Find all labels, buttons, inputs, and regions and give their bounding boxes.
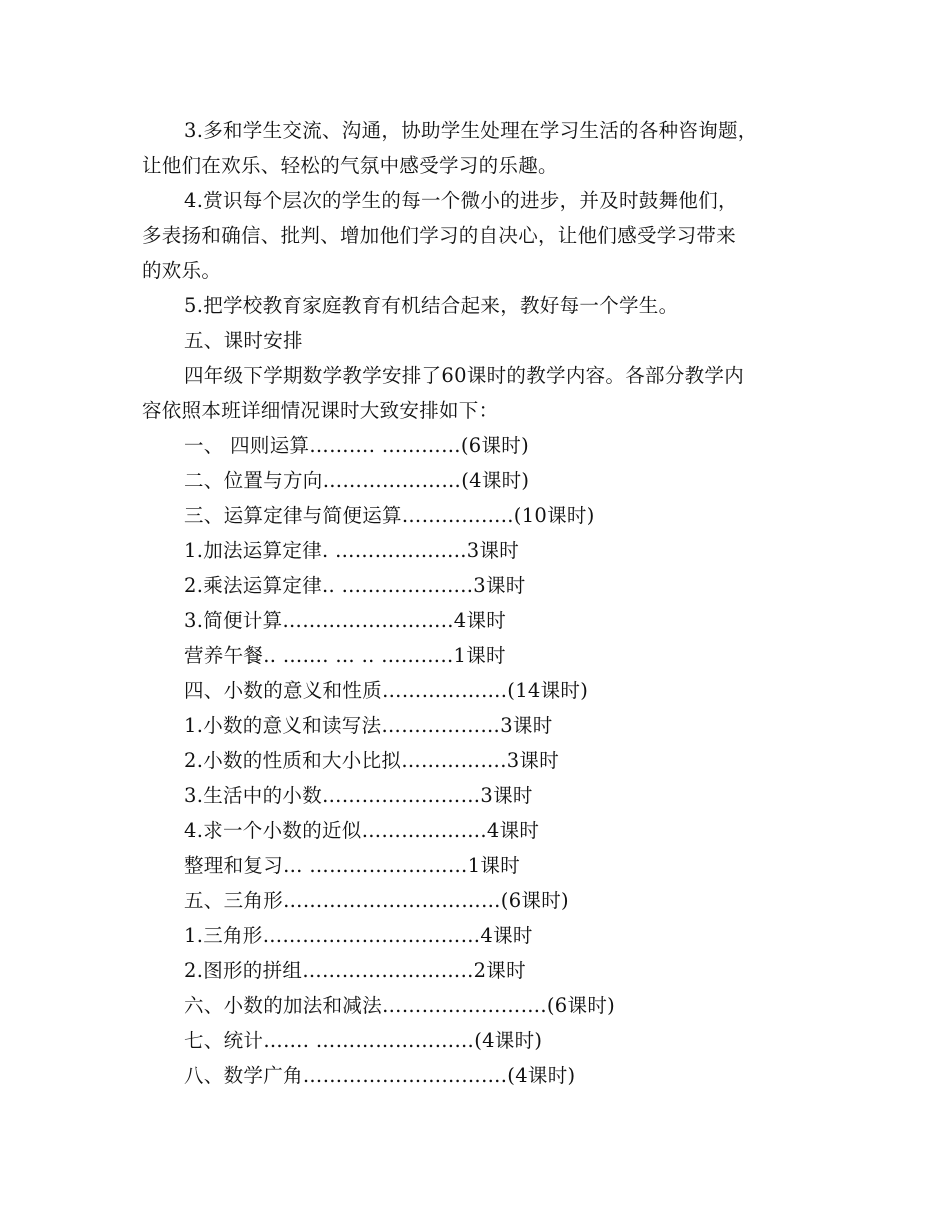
text-line: 2.小数的性质和大小比拟…………….3课时 bbox=[184, 749, 560, 772]
text-line: 一、 四则运算………. …………(6课时) bbox=[184, 434, 530, 457]
text-line: 八、数学广角………………………….(4课时) bbox=[184, 1064, 576, 1087]
text-line: 4.赏识每个层次的学生的每一个微小的进步，并及时鼓舞他们， bbox=[184, 189, 738, 212]
text-line: 2.乘法运算定律.. ………………..3课时 bbox=[184, 574, 526, 597]
text-line: 的欢乐。 bbox=[142, 259, 222, 282]
text-line: 五、三角形……………………………(6课时) bbox=[184, 889, 569, 912]
text-line: 1.三角形……………………………4课时 bbox=[184, 924, 533, 947]
text-line: 5.把学校教育家庭教育有机结合起来，教好每一个学生。 bbox=[184, 294, 679, 317]
text-line: 二、位置与方向…………………(4课时) bbox=[184, 469, 530, 492]
text-line: 4.求一个小数的近似……………….4课时 bbox=[184, 819, 540, 842]
text-line: 三、运算定律与简便运算……………..(10课时) bbox=[184, 504, 595, 527]
text-line: 整理和复习… ……………………1课时 bbox=[184, 854, 521, 877]
document-body bbox=[142, 113, 832, 1093]
text-line: 四、小数的意义和性质……………….(14课时) bbox=[184, 679, 589, 702]
text-line: 3.简便计算……………………..4课时 bbox=[184, 609, 507, 632]
text-line: 让他们在欢乐、轻松的气氛中感受学习的乐趣。 bbox=[142, 154, 558, 177]
text-line: 四年级下学期数学教学安排了60课时的教学内容。各部分教学内 bbox=[184, 364, 745, 387]
text-line: 多表扬和确信、批判、增加他们学习的自决心，让他们感受学习带来 bbox=[142, 224, 737, 247]
text-line: 3.生活中的小数……………………3课时 bbox=[184, 784, 533, 807]
text-line: 3.多和学生交流、沟通，协助学生处理在学习生活的各种咨询题， bbox=[184, 119, 758, 142]
text-line: 1.加法运算定律. ………………..3课时 bbox=[184, 539, 520, 562]
text-line: 1.小数的意义和读写法………………3课时 bbox=[184, 714, 553, 737]
text-line: 七、统计……. ……………………(4课时) bbox=[184, 1029, 543, 1052]
text-line: 2.图形的拼组……………………..2课时 bbox=[184, 959, 526, 982]
text-line: 五、课时安排 bbox=[184, 329, 303, 352]
text-line: 六、小数的加法和减法…………………….(6课时) bbox=[184, 994, 616, 1017]
text-line: 容依照本班详细情况课时大致安排如下： bbox=[142, 399, 499, 422]
text-line: 营养午餐.. ……. … .. ………..1课时 bbox=[184, 644, 506, 667]
